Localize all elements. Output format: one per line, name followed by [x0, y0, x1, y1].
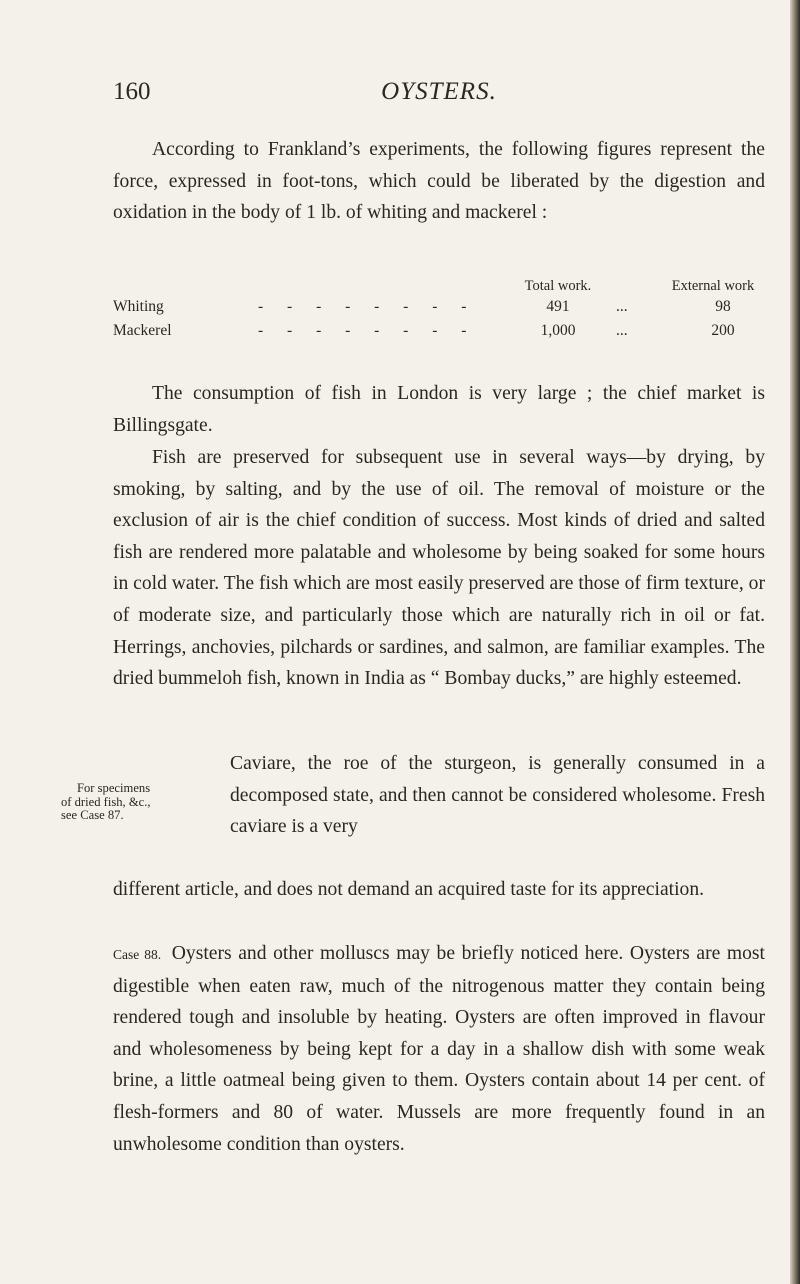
page-header [113, 78, 765, 112]
total-work-value: 491 [546, 298, 570, 315]
table-header-row [113, 278, 765, 298]
total-work-value: 1,000 [540, 322, 576, 339]
margin-note-line: of dried fish, &c., [61, 794, 151, 809]
case-label: Case 88. [113, 947, 162, 962]
page-edge-shadow [790, 0, 800, 1284]
external-work-value: 98 [715, 298, 731, 315]
row-label: Mackerel [113, 322, 172, 339]
column-header-external-work: External work [671, 278, 755, 294]
external-work-value: 200 [711, 322, 735, 339]
table-row [113, 322, 765, 346]
leader-dots: ... [616, 298, 628, 315]
paragraph-caviare-tail: different article, and does not demand an acquired taste for its appreciation. [113, 879, 705, 900]
leader-dots: ... [616, 322, 628, 339]
paragraph-caviare-inset: Caviare, the roe of the sturgeon, is generally consumed in a decomposed state, and then cannot be considered wholesome. Fresh caviare is a very [230, 753, 765, 838]
leader-dashes: - - - - - - - - [258, 298, 477, 315]
paragraph-oysters [113, 938, 765, 1160]
margin-note [61, 782, 171, 823]
paragraph-preservation: Fish are preserved for subsequent use in several ways—by drying, by smoking, by salting, and by the use of oil. The removal of moisture or the exclusion of air is the chief condition of success. Most kinds of dried and salted fish are rendered more palatable and wholesome by being soaked for some hours in cold water. The fish which are most easily preserved are those of firm texture, or of moderate size, and particularly those which are naturally rich in oil or fat. Herrings, anchovies, pilchards or sardines, and salmon, are familiar examples. The dried bummeloh fish, known in India as “ Bombay ducks,” are highly esteemed. [113, 447, 765, 690]
running-title: OYSTERS. [381, 78, 497, 105]
leader-dashes: - - - - - - - - [258, 322, 477, 339]
paragraph-frankland: According to Frankland’s experiments, the following figures represent the force, expressed in foot-tons, which could be liberated by the digestion and oxidation in the body of 1 lb. of whiting and mackerel : [113, 139, 765, 224]
column-header-total-work: Total work. [524, 278, 592, 294]
margin-note-line: For specimens [77, 781, 151, 795]
foot-tons-table [113, 278, 765, 346]
page-number: 160 [113, 78, 151, 105]
table-row [113, 298, 765, 322]
row-label: Whiting [113, 298, 164, 315]
paragraph-consumption: The consumption of fish in London is very large ; the chief market is Billingsgate. [113, 383, 765, 436]
margin-note-line: see Case 87. [61, 808, 124, 822]
paragraph-oysters-text: Oysters and other molluscs may be briefly noticed here. Oysters are most digestible when eaten raw, much of the nitrogenous matter they contain being rendered tough and insoluble by heating. Oysters are often improved in flavour and wholesomeness by being kept for a day in a shallow dish with some weak brine, a little oatmeal being given to them. Oysters contain about 14 per cent. of flesh-formers and 80 of water. Mussels are more frequently found in an unwholesome condition than oysters. [113, 943, 765, 1155]
